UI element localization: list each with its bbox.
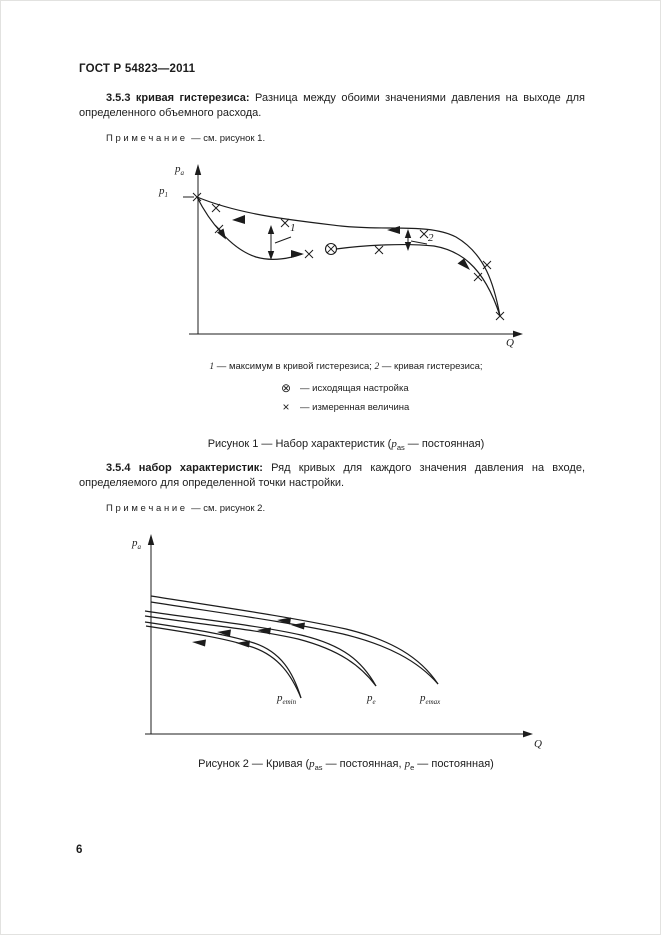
fig1-caption-symbol-sub: as: [396, 443, 405, 453]
fig1-y-tick-label: [159, 185, 168, 199]
fig1-y-axis-label-sub: a: [180, 169, 184, 178]
fig2-caption-mid: — постоянная,: [322, 758, 405, 770]
pe-sub: e: [372, 698, 376, 707]
fig2-caption-symbol1-sub: as: [314, 763, 323, 773]
fig1-legend-num2: 2: [374, 362, 380, 372]
fig1-caption-symbol: p: [391, 438, 397, 450]
note-1-text: — см. рисунок 1.: [191, 133, 266, 144]
fig1-y-axis-label-base: p: [175, 163, 181, 175]
definition-3-5-4: Ряд кривых для каждого значения давления на входе, определяемого для определенной точки настройки.: [79, 462, 585, 489]
fig1-legend-text1: — максимум в кривой гистерезиса;: [214, 361, 375, 372]
pemax-base: p: [420, 692, 426, 704]
origin-setting-icon: ⊗: [280, 381, 292, 395]
fig2-y-axis-label-sub: a: [137, 543, 141, 552]
fig2-caption-symbol1: p: [309, 758, 315, 770]
note-1-label: П р и м е ч а н и е: [106, 133, 186, 144]
fig1-callout-1: 1: [290, 222, 296, 234]
fig1-legend-line: [151, 361, 541, 372]
fig1-legend-origin-row: [279, 381, 409, 395]
fig1-caption: [151, 438, 541, 452]
fig2-curve-label-pemax: [420, 692, 440, 706]
fig2-caption-symbol2-sub: e: [410, 763, 415, 773]
note-2-text: — см. рисунок 2.: [191, 503, 266, 514]
fig1-legend-text2: — кривая гистерезиса;: [379, 361, 483, 372]
term-3-5-3: 3.5.3 кривая гистерезиса:: [106, 92, 250, 104]
term-3-5-4: 3.5.4 набор характеристик:: [106, 462, 263, 474]
figure2-curve-family-diagram: [111, 529, 561, 741]
pemax-sub: emax: [425, 698, 441, 707]
fig2-caption-symbol2: p: [404, 758, 411, 770]
fig2-curve-label-pemin: [277, 692, 296, 706]
fig1-y-tick-base: p: [159, 185, 165, 197]
pemin-base: p: [277, 692, 283, 704]
document-header: ГОСТ Р 54823—2011: [79, 63, 196, 75]
definition-3-5-3: Разница между обоими значениями давления на выходе для определенного объемного расхода.: [79, 92, 585, 119]
paragraph-3-5-4: [79, 461, 585, 491]
fig1-callout-2: 2: [428, 232, 434, 244]
fig2-y-axis-label-base: p: [132, 537, 138, 549]
fig2-caption-post: — постоянная): [414, 758, 494, 770]
fig1-legend-measured-row: [279, 400, 409, 414]
fig2-caption-pre: Рисунок 2 — Кривая (: [198, 758, 310, 770]
fig1-legend-origin-text: — исходящая настройка: [300, 382, 409, 394]
fig2-y-axis-label: [132, 537, 141, 551]
page-number: 6: [76, 844, 83, 856]
fig1-caption-pre: Рисунок 1 — Набор характеристик (: [207, 438, 392, 450]
note-2: [106, 503, 265, 514]
paragraph-3-5-3: [79, 91, 585, 121]
fig2-curve-label-pe: [367, 692, 376, 706]
fig1-x-axis-label: Q: [506, 337, 514, 349]
fig1-legend-num1: 1: [209, 362, 215, 372]
note-2-label: П р и м е ч а н и е: [106, 503, 186, 514]
fig1-caption-post: — постоянная): [404, 438, 485, 450]
note-1: [106, 133, 265, 144]
measured-value-icon: ×: [282, 400, 290, 414]
fig2-caption: [131, 758, 561, 772]
fig1-y-tick-sub: 1: [164, 191, 168, 200]
fig1-y-axis-label: [175, 163, 184, 177]
figure1-hysteresis-diagram: [151, 159, 541, 351]
pe-base: p: [367, 692, 373, 704]
fig1-legend-measured-text: — измеренная величина: [300, 401, 410, 413]
fig2-x-axis-label: Q: [534, 738, 542, 750]
pemin-sub: emin: [282, 698, 297, 707]
